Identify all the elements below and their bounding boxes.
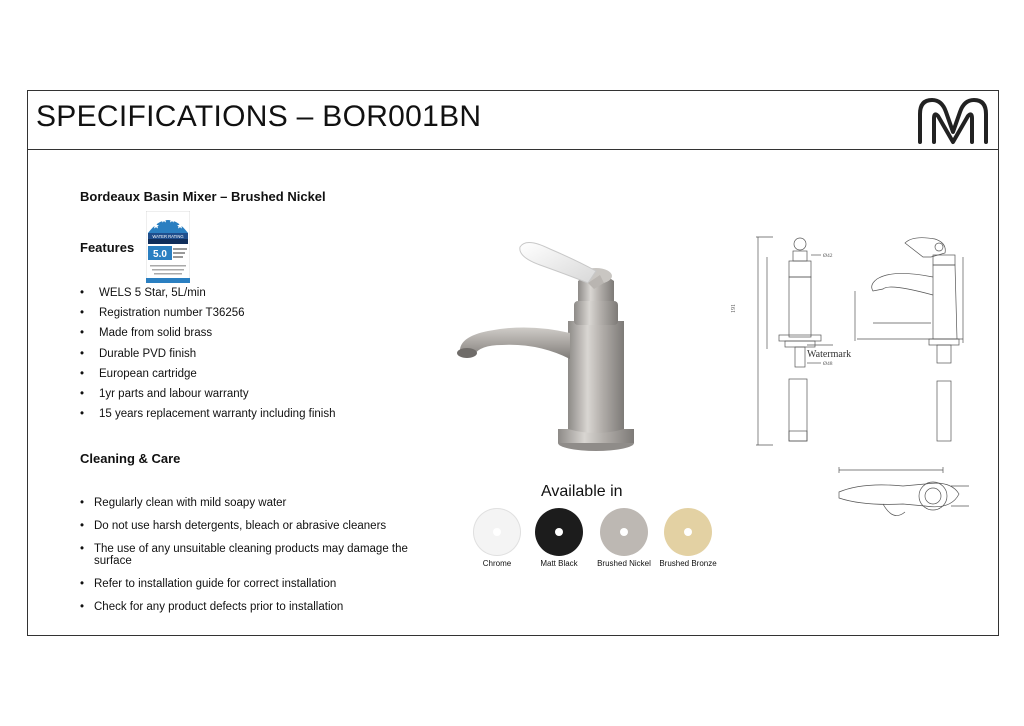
- available-heading: Available in: [541, 483, 623, 500]
- technical-drawing-side: [823, 231, 973, 449]
- product-name: Bordeaux Basin Mixer – Brushed Nickel: [80, 189, 326, 204]
- swatch-matt-black: [527, 508, 591, 568]
- swatch-label: Brushed Nickel: [597, 559, 651, 568]
- list-item: • Made from solid brass: [80, 325, 336, 345]
- list-item: • Durable PVD finish: [80, 346, 336, 366]
- svg-text:191: 191: [731, 304, 737, 313]
- swatch-brushed-nickel: [592, 508, 656, 568]
- header: [28, 91, 998, 150]
- swatch-brushed-bronze: [656, 508, 720, 568]
- list-item: • Refer to installation guide for correct installation: [80, 578, 430, 590]
- features-list: [80, 285, 336, 426]
- list-item: • Regularly clean with mild soapy water: [80, 497, 430, 509]
- list-item: • The use of any unsuitable cleaning products may damage the surface: [80, 543, 430, 567]
- swatch-disc: [473, 508, 521, 556]
- faucet-product-image: [428, 231, 668, 456]
- wels-water-rating-icon: [146, 211, 190, 283]
- wels-badge-title: WATER RATING: [152, 233, 184, 239]
- m-logo-icon: [914, 94, 992, 146]
- watermark-label: Watermark: [807, 349, 852, 360]
- svg-text:Ø48: Ø48: [823, 361, 833, 367]
- page-title: SPECIFICATIONS – BOR001BN: [36, 100, 482, 133]
- swatch-label: Brushed Bronze: [659, 559, 717, 568]
- wels-badge-value: 5.0: [153, 249, 167, 260]
- swatch-disc: [600, 508, 648, 556]
- technical-drawing-top: [833, 464, 978, 530]
- list-item: • Registration number T36256: [80, 305, 336, 325]
- list-item: • Do not use harsh detergents, bleach or abrasive cleaners: [80, 520, 430, 532]
- swatch-chrome: [465, 508, 529, 568]
- care-list: [80, 497, 430, 624]
- cleaning-care-heading: Cleaning & Care: [80, 451, 181, 466]
- swatch-disc: [664, 508, 712, 556]
- finish-swatches: [465, 508, 725, 568]
- features-heading: Features: [80, 240, 135, 255]
- spec-sheet: [27, 90, 999, 636]
- swatch-disc: [535, 508, 583, 556]
- swatch-label: Matt Black: [540, 559, 578, 568]
- list-item: • Check for any product defects prior to installation: [80, 601, 430, 613]
- list-item: • 15 years replacement warranty including finish: [80, 406, 336, 426]
- list-item: • European cartridge: [80, 366, 336, 386]
- svg-text:Ø42: Ø42: [823, 253, 833, 259]
- list-item: • 1yr parts and labour warranty: [80, 386, 336, 406]
- swatch-label: Chrome: [482, 559, 512, 568]
- list-item: • WELS 5 Star, 5L/min: [80, 285, 336, 305]
